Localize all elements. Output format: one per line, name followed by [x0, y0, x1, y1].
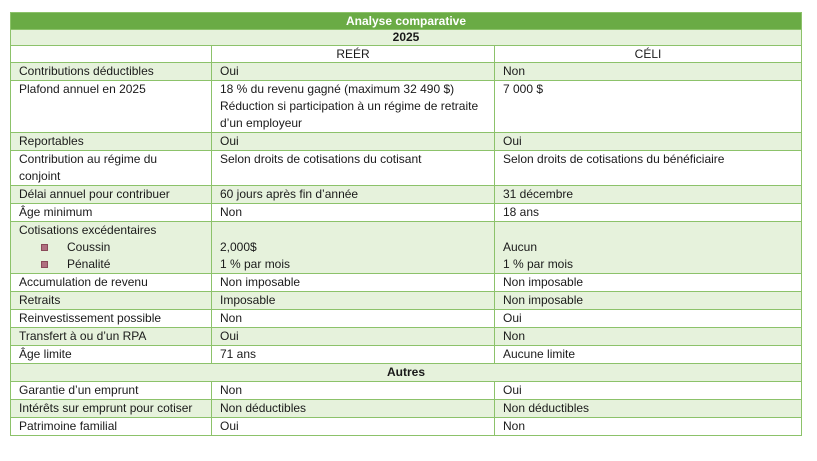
table-row	[11, 186, 802, 204]
celi-line: Aucun	[503, 240, 538, 254]
table-row	[11, 274, 802, 292]
reer-line	[220, 222, 486, 239]
section-header-autres: Autres	[11, 364, 802, 382]
comparison-table-wrapper	[10, 12, 801, 436]
reer-cell: Oui	[212, 63, 495, 81]
sub-item-coussin	[19, 239, 203, 256]
section-row-autres	[11, 364, 802, 382]
celi-cell: Oui	[495, 133, 802, 151]
bullet-icon	[41, 261, 48, 268]
reer-line: Réduction si participation à un régime de retraite	[220, 99, 479, 113]
column-header-row	[11, 46, 802, 63]
table-row	[11, 346, 802, 364]
reer-cell: Non déductibles	[212, 400, 495, 418]
table-row	[11, 63, 802, 81]
table-row	[11, 292, 802, 310]
reer-cell: 60 jours après fin d’année	[212, 186, 495, 204]
row-label: Accumulation de revenu	[11, 274, 212, 292]
table-row	[11, 310, 802, 328]
reer-cell: Non	[212, 382, 495, 400]
reer-line: 18 % du revenu gagné (maximum 32 490 $)	[220, 82, 455, 96]
table-title-row	[11, 13, 802, 30]
reer-line: 1 % par mois	[220, 257, 291, 271]
row-label: Âge minimum	[11, 204, 212, 222]
table-row	[11, 151, 802, 186]
table-row	[11, 418, 802, 436]
table-row	[11, 81, 802, 133]
celi-cell: 7 000 $	[495, 81, 802, 133]
row-label: Transfert à ou d’un RPA	[11, 328, 212, 346]
row-label: Contributions déductibles	[11, 63, 212, 81]
celi-cell: Oui	[495, 382, 802, 400]
celi-cell: Non imposable	[495, 274, 802, 292]
reer-line: d’un employeur	[220, 116, 303, 130]
row-label-line: Contribution au régime du	[19, 152, 158, 166]
celi-cell: Non	[495, 418, 802, 436]
reer-cell: Non	[212, 310, 495, 328]
table-title: Analyse comparative	[11, 13, 802, 30]
reer-cell	[212, 81, 495, 133]
table-row	[11, 204, 802, 222]
celi-cell: Non	[495, 328, 802, 346]
row-label: Reportables	[11, 133, 212, 151]
comparison-table	[10, 12, 802, 436]
row-label: Reinvestissement possible	[11, 310, 212, 328]
reer-cell	[212, 222, 495, 274]
table-row	[11, 328, 802, 346]
reer-cell: Imposable	[212, 292, 495, 310]
reer-cell: 71 ans	[212, 346, 495, 364]
row-label: Délai annuel pour contribuer	[11, 186, 212, 204]
reer-cell: Oui	[212, 328, 495, 346]
column-header-celi: CÉLI	[495, 46, 802, 63]
sub-item-penalite	[19, 256, 203, 273]
row-label: Intérêts sur emprunt pour cotiser	[11, 400, 212, 418]
column-header-reer: REÉR	[212, 46, 495, 63]
row-label: Plafond annuel en 2025	[11, 81, 212, 133]
table-row	[11, 400, 802, 418]
sub-label: Pénalité	[67, 257, 111, 271]
year-row	[11, 30, 802, 46]
table-row	[11, 133, 802, 151]
table-row	[11, 222, 802, 274]
celi-cell	[495, 222, 802, 274]
celi-line: 1 % par mois	[503, 257, 574, 271]
celi-cell: 18 ans	[495, 204, 802, 222]
celi-cell: 31 décembre	[495, 186, 802, 204]
celi-cell: Non déductibles	[495, 400, 802, 418]
reer-cell: Non imposable	[212, 274, 495, 292]
celi-cell: Selon droits de cotisations du bénéficiaire	[495, 151, 802, 186]
row-label: Garantie d’un emprunt	[11, 382, 212, 400]
row-label-line: conjoint	[19, 169, 61, 183]
row-label: Retraits	[11, 292, 212, 310]
bullet-icon	[41, 244, 48, 251]
row-label: Âge limite	[11, 346, 212, 364]
row-label	[11, 151, 212, 186]
celi-line	[503, 222, 793, 239]
row-label: Patrimoine familial	[11, 418, 212, 436]
reer-cell: Oui	[212, 418, 495, 436]
reer-cell: Non	[212, 204, 495, 222]
celi-cell: Non imposable	[495, 292, 802, 310]
celi-cell: Aucune limite	[495, 346, 802, 364]
column-header-empty	[11, 46, 212, 63]
reer-cell: Selon droits de cotisations du cotisant	[212, 151, 495, 186]
reer-line: 2,000$	[220, 240, 257, 254]
table-row	[11, 382, 802, 400]
reer-cell: Oui	[212, 133, 495, 151]
sub-label: Coussin	[67, 240, 111, 254]
year-header: 2025	[11, 30, 802, 46]
celi-cell: Oui	[495, 310, 802, 328]
celi-cell: Non	[495, 63, 802, 81]
row-label-line: Cotisations excédentaires	[19, 223, 157, 237]
row-label	[11, 222, 212, 274]
